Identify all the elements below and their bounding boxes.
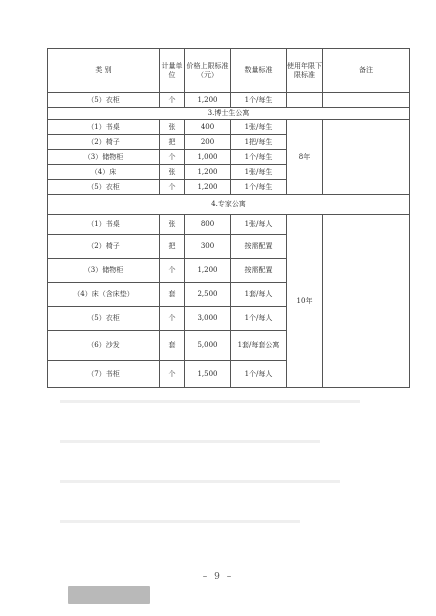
- item-quantity: 1把/每生: [231, 135, 287, 150]
- item-unit: 把: [160, 135, 185, 150]
- section-years: 10年: [287, 215, 323, 388]
- scan-bleed-through: [60, 440, 320, 443]
- item-price: 1,000: [185, 150, 231, 165]
- section-heading-row: [48, 108, 410, 120]
- item-unit: 张: [160, 120, 185, 135]
- item-name: （4）床（含床垫）: [48, 283, 160, 307]
- item-name: （5）衣柜: [48, 93, 160, 108]
- item-quantity: 1个/每人: [231, 307, 287, 331]
- item-name: （6）沙发: [48, 331, 160, 361]
- item-price: 1,200: [185, 165, 231, 180]
- table-header-row: [48, 49, 410, 93]
- item-price: 1,500: [185, 361, 231, 388]
- item-name: （4）床: [48, 165, 160, 180]
- item-price: 1,200: [185, 93, 231, 108]
- item-quantity: 按需配置: [231, 235, 287, 259]
- item-unit: 张: [160, 165, 185, 180]
- header-years: 使用年限下限标准: [287, 49, 323, 93]
- scan-bleed-through: [60, 400, 360, 403]
- scan-bleed-through: [60, 480, 340, 483]
- item-quantity: 1个/每生: [231, 93, 287, 108]
- item-remark: [323, 93, 410, 108]
- scan-bleed-through: [60, 520, 300, 523]
- section-remark: [323, 215, 410, 388]
- item-quantity: 1个/每人: [231, 361, 287, 388]
- item-price: 1,200: [185, 259, 231, 283]
- item-name: （7）书柜: [48, 361, 160, 388]
- item-unit: 张: [160, 215, 185, 235]
- item-name: （1）书桌: [48, 120, 160, 135]
- header-remark: 备注: [323, 49, 410, 93]
- item-price: 5,000: [185, 331, 231, 361]
- item-name: （2）椅子: [48, 135, 160, 150]
- item-name: （3）储物柜: [48, 150, 160, 165]
- item-price: 800: [185, 215, 231, 235]
- item-unit: 个: [160, 93, 185, 108]
- item-unit: 个: [160, 180, 185, 195]
- table-row: [48, 93, 410, 108]
- item-unit: 套: [160, 283, 185, 307]
- item-quantity: 1个/每生: [231, 150, 287, 165]
- item-name: （1）书桌: [48, 215, 160, 235]
- item-unit: 套: [160, 331, 185, 361]
- item-price: 2,500: [185, 283, 231, 307]
- item-name: （2）椅子: [48, 235, 160, 259]
- furniture-standard-table: [47, 48, 410, 388]
- header-price: 价格上限标准（元）: [185, 49, 231, 93]
- item-price: 1,200: [185, 180, 231, 195]
- item-unit: 把: [160, 235, 185, 259]
- item-price: 3,000: [185, 307, 231, 331]
- section-title-expert: 4.专家公寓: [48, 195, 410, 215]
- item-unit: 个: [160, 361, 185, 388]
- item-name: （5）衣柜: [48, 307, 160, 331]
- item-quantity: 1套/每套公寓: [231, 331, 287, 361]
- table-row: [48, 215, 410, 235]
- item-price: 200: [185, 135, 231, 150]
- item-quantity: 按需配置: [231, 259, 287, 283]
- item-price: 300: [185, 235, 231, 259]
- item-name: （3）储物柜: [48, 259, 160, 283]
- table-row: [48, 120, 410, 135]
- item-quantity: 1套/每人: [231, 283, 287, 307]
- section-heading-row: [48, 195, 410, 215]
- page-number: – 9 –: [202, 572, 234, 582]
- section-title-doctoral: 3.博士生公寓: [48, 108, 410, 120]
- section-years: 8年: [287, 120, 323, 195]
- item-name: （5）衣柜: [48, 180, 160, 195]
- item-unit: 个: [160, 150, 185, 165]
- item-price: 400: [185, 120, 231, 135]
- item-unit: 个: [160, 307, 185, 331]
- section-remark: [323, 120, 410, 195]
- header-category: 类 别: [48, 49, 160, 93]
- item-quantity: 1张/每人: [231, 215, 287, 235]
- item-quantity: 1张/每生: [231, 165, 287, 180]
- header-unit: 计量单位: [160, 49, 185, 93]
- header-quantity: 数量标准: [231, 49, 287, 93]
- redaction-bar: [68, 586, 150, 604]
- item-quantity: 1个/每生: [231, 180, 287, 195]
- item-unit: 个: [160, 259, 185, 283]
- item-quantity: 1张/每生: [231, 120, 287, 135]
- item-years: [287, 93, 323, 108]
